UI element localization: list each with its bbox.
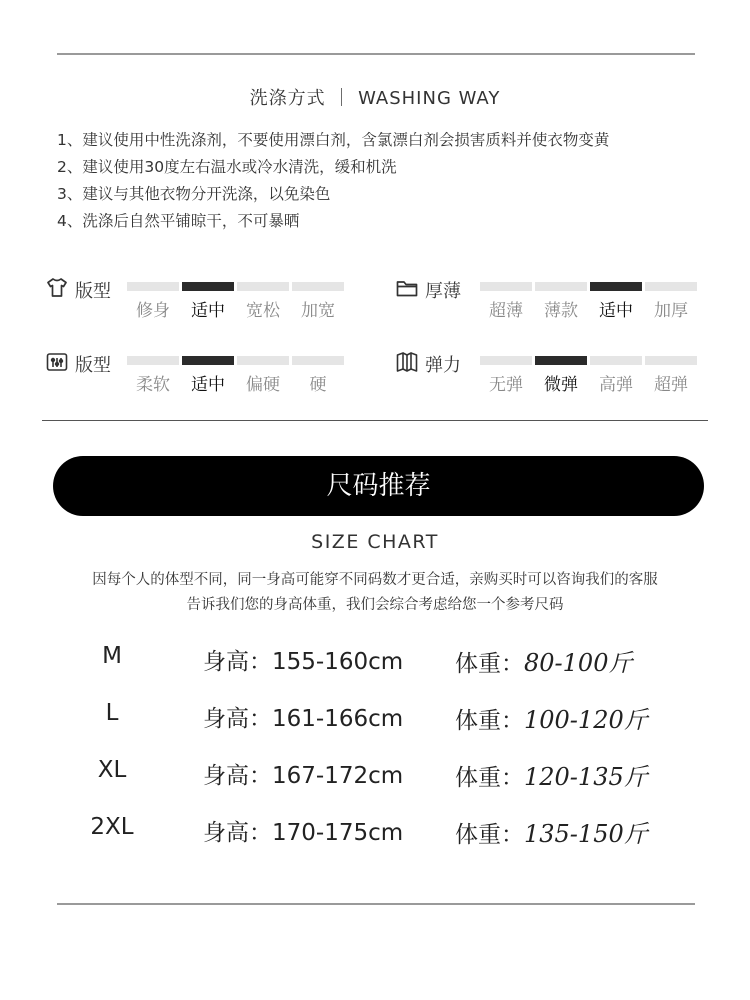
scale-segment-selected — [182, 356, 234, 365]
washing-item: 4、洗涤后自然平铺晾干，不可暴晒 — [57, 212, 300, 230]
size-row — [0, 700, 750, 740]
weight-label: 体重： — [455, 651, 524, 677]
washing-item: 3、建议与其他衣物分开洗涤，以免染色 — [57, 185, 331, 203]
scale-segment — [645, 356, 697, 365]
book-icon — [395, 350, 425, 378]
size-code: L — [105, 700, 119, 726]
scale-option: 柔软 — [136, 375, 170, 395]
scale-option: 薄款 — [544, 301, 578, 321]
bottom-divider — [57, 903, 695, 905]
scale-segment — [237, 356, 289, 365]
middle-divider — [42, 420, 708, 421]
scale-segment — [480, 356, 532, 365]
weight-label: 体重： — [455, 708, 524, 734]
folder-icon — [395, 276, 425, 304]
scale-segment — [292, 356, 344, 365]
softness-scale — [45, 350, 355, 400]
scale-segment-selected — [535, 356, 587, 365]
scale-segment — [127, 356, 179, 365]
scale-option: 宽松 — [246, 301, 280, 321]
size-note-line: 告诉我们您的身高体重，我们会综合考虑给您一个参考尺码 — [186, 597, 564, 613]
size-row — [0, 757, 750, 797]
height-value: 170-175cm — [272, 820, 404, 846]
tshirt-icon — [45, 276, 75, 304]
scale-label: 版型 — [75, 281, 111, 302]
weight-value: 120-135斤 — [524, 763, 648, 791]
size-code: XL — [97, 757, 127, 783]
scale-option: 加宽 — [301, 301, 335, 321]
scale-label: 版型 — [75, 355, 111, 376]
weight-label: 体重： — [455, 822, 524, 848]
scale-option-selected: 适中 — [599, 301, 633, 321]
scale-option-selected: 微弹 — [544, 375, 578, 395]
scale-option: 超弹 — [654, 375, 688, 395]
scale-option: 无弹 — [489, 375, 523, 395]
height-value: 161-166cm — [272, 706, 404, 732]
scale-segment — [237, 282, 289, 291]
height-value: 167-172cm — [272, 763, 404, 789]
scale-segment — [292, 282, 344, 291]
washing-instructions — [57, 127, 737, 235]
scale-segment — [590, 356, 642, 365]
height-label: 身高： — [203, 649, 272, 675]
washing-item: 1、建议使用中性洗涤剂，不要使用漂白剂，含氯漂白剂会损害质料并使衣物变黄 — [57, 131, 610, 149]
scale-segment — [645, 282, 697, 291]
scale-segment — [535, 282, 587, 291]
elasticity-scale — [395, 350, 705, 400]
scale-label: 弹力 — [425, 355, 461, 376]
scale-option-selected: 适中 — [191, 301, 225, 321]
size-row — [0, 814, 750, 854]
size-code: M — [102, 643, 122, 669]
height-label: 身高： — [203, 820, 272, 846]
size-note-line: 因每个人的体型不同，同一身高可能穿不同码数才更合适，亲购买时可以咨询我们的客服 — [92, 572, 658, 588]
scale-segment — [480, 282, 532, 291]
weight-label: 体重： — [455, 765, 524, 791]
weight-value: 100-120斤 — [524, 706, 648, 734]
scale-option: 加厚 — [654, 301, 688, 321]
scale-option: 硬 — [309, 375, 327, 395]
weight-value: 80-100斤 — [524, 649, 633, 677]
washing-item: 2、建议使用30度左右温水或冷水清洗，缓和机洗 — [57, 158, 397, 176]
scale-label: 厚薄 — [425, 281, 461, 302]
size-code: 2XL — [90, 814, 134, 840]
scale-option: 超薄 — [489, 301, 523, 321]
scale-segment-selected — [182, 282, 234, 291]
size-chart-title: SIZE CHART — [311, 531, 439, 553]
scale-option: 修身 — [136, 301, 170, 321]
adjust-icon — [45, 350, 75, 378]
top-divider — [57, 53, 695, 55]
scale-option: 偏硬 — [246, 375, 280, 395]
size-recommend-banner: 尺码推荐 — [53, 456, 704, 516]
washing-title: 洗涤方式 ｜ WASHING WAY — [249, 88, 501, 109]
scale-option: 高弹 — [599, 375, 633, 395]
fit-scale — [45, 276, 355, 326]
height-value: 155-160cm — [272, 649, 404, 675]
height-label: 身高： — [203, 763, 272, 789]
scale-segment — [127, 282, 179, 291]
scale-segment-selected — [590, 282, 642, 291]
size-row — [0, 643, 750, 683]
thickness-scale — [395, 276, 705, 326]
height-label: 身高： — [203, 706, 272, 732]
weight-value: 135-150斤 — [524, 820, 648, 848]
scale-option-selected: 适中 — [191, 375, 225, 395]
